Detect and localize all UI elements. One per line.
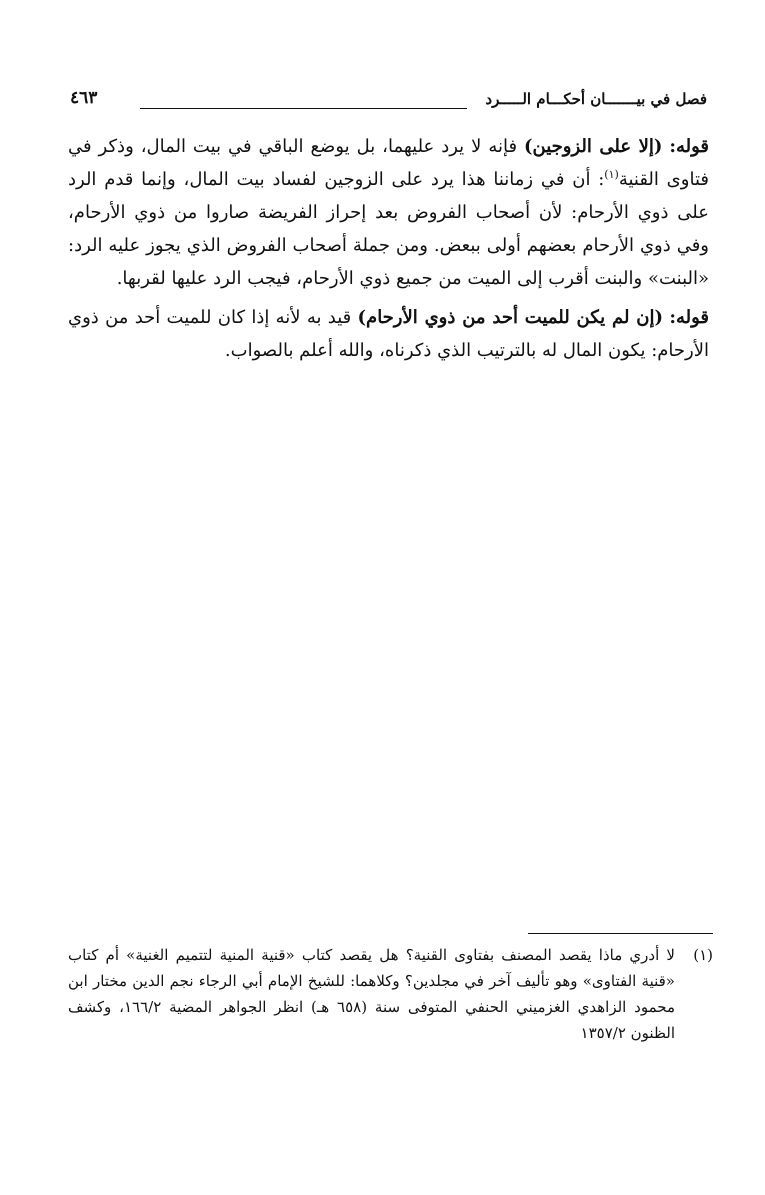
running-header bbox=[70, 88, 707, 118]
qawluhu-label: قوله: bbox=[669, 136, 709, 157]
qawluhu-label: قوله: bbox=[669, 307, 710, 328]
paragraph-text: : أن في زماننا هذا يرد على الزوجين لفساد بيت المال، وإنما قدم الرد على ذوي الأرحام: لأن أصحاب الفروض بعد إحراز الفريضة صاروا من ذوي الأرحام، وفي ذوي الأرحام بعضهم أولى ببعض. ومن جملة أصحاب الفروض الذي يجوز عليه الرد: «البنت» والبنت أقرب إلى الميت من جميع ذوي الأرحام، فيجب الرد عليها لقربها. bbox=[68, 169, 709, 289]
main-text bbox=[68, 130, 709, 373]
quoted-matn: (إن لم يكن للميت أحد من ذوي الأرحام) bbox=[357, 307, 664, 328]
paragraph-1 bbox=[68, 130, 709, 295]
footnote-number: (١) bbox=[693, 946, 713, 964]
footnote-reference: (١) bbox=[604, 168, 619, 181]
paragraph-text: فإنه لا يرد عليهما، بل يوضع الباقي في بيت المال، وذكر في فتاوى القنية bbox=[68, 136, 709, 190]
paragraph-2 bbox=[68, 301, 709, 367]
quoted-matn: (إلا على الزوجين) bbox=[524, 136, 663, 157]
footnote-text: لا أدري ماذا يقصد المصنف بفتاوى القنية؟ هل يقصد كتاب «قنية المنية لتتميم الغنية» أم كتاب «قنية الفتاوى» وهو تأليف آخر في مجلدين؟ وكلاهما: للشيخ الإمام أبي الرجاء نجم الدين مختار ابن محمود الزاهدي الغزميني الحنفي المتوفى سنة (٦٥٨ هـ) انظر الجواهر المضية ١٦٦/٢، وكشف الظنون ١٣٥٧/٢ bbox=[68, 946, 675, 1042]
footnote-separator bbox=[528, 933, 713, 934]
footnotes bbox=[68, 942, 713, 1046]
header-rule bbox=[140, 108, 467, 109]
running-title: فصل في بيـــــــان أحكـــام الـــــرد bbox=[485, 90, 707, 108]
page-number: ٤٦٣ bbox=[70, 88, 98, 108]
paragraph-text: قيد به لأنه إذا كان للميت أحد من ذوي الأرحام: يكون المال له بالترتيب الذي ذكرناه، والله أعلم بالصواب. bbox=[68, 307, 709, 361]
